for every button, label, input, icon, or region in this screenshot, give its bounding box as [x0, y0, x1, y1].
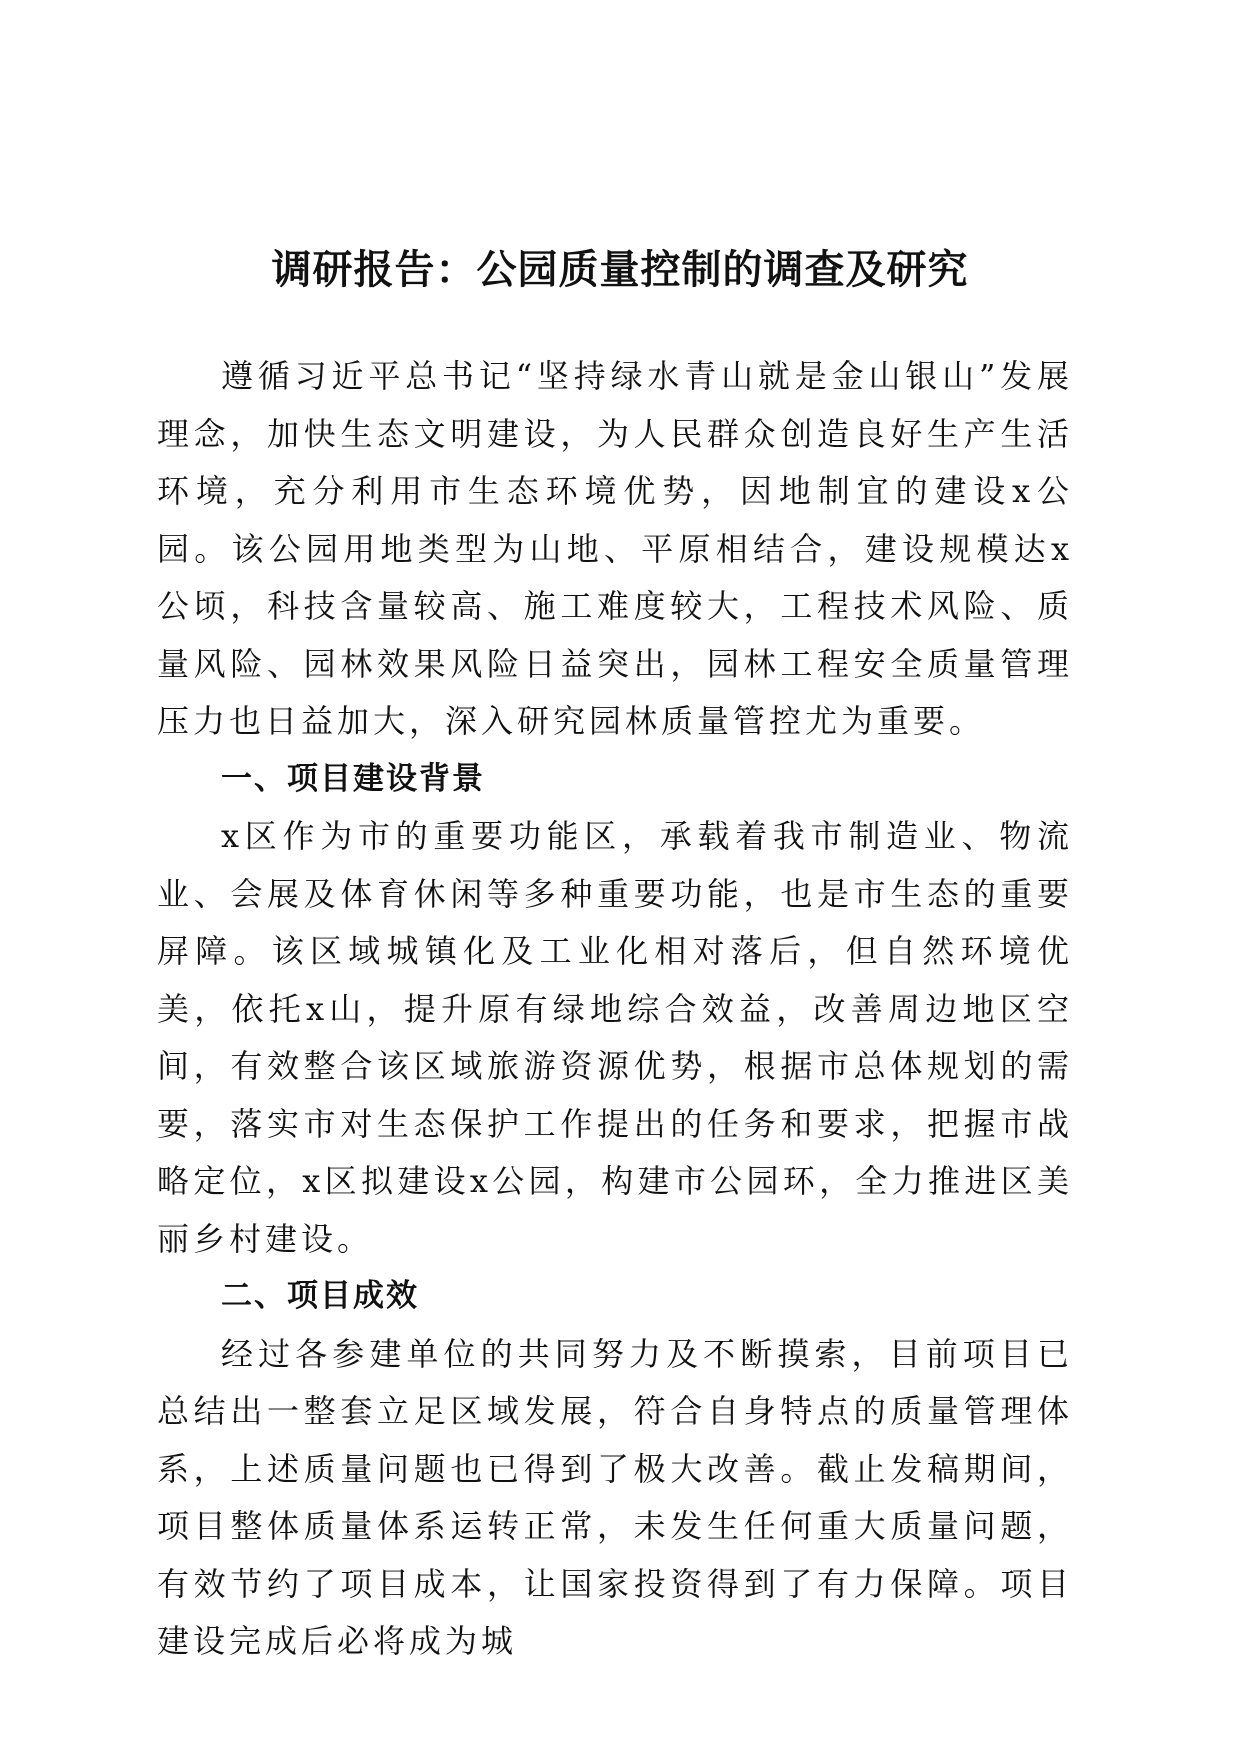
section-heading-background: 一、项目建设背景: [221, 760, 485, 797]
intro-paragraph: 遵循习近平总书记“坚持绿水青山就是金山银山”发展理念，加快生态文明建设，为人民群众创造良好生产生活环境，充分利用市生态环境优势，因地制宜的建设x公园。该公园用地类型为山地、平原相结合，建设规模达x公顷，科技含量较高、施工难度较大，工程技术风险、质量风险、园林效果风险日益突出，园林工程安全质量管理压力也日益加大，深入研究园林质量管控尤为重要。: [157, 357, 1073, 740]
document-body: [157, 348, 1073, 1671]
background-paragraph: x区作为市的重要功能区，承载着我市制造业、物流业、会展及体育休闲等多种重要功能，也是市生态的重要屏障。该区域城镇化及工业化相对落后，但自然环境优美，依托x山，提升原有绿地综合效益，改善周边地区空间，有效整合该区域旅游资源优势，根据市总体规划的需要，落实市对生态保护工作提出的任务和要求，把握市战略定位，x区拟建设x公园，构建市公园环，全力推进区美丽乡村建设。: [157, 817, 1073, 1258]
results-paragraph: 经过各参建单位的共同努力及不断摸索，目前项目已总结出一整套立足区域发展，符合自身特点的质量管理体系，上述质量问题也已得到了极大改善。截止发稿期间，项目整体质量体系运转正常，未发生任何重大质量问题，有效节约了项目成本，让国家投资得到了有力保障。项目建设完成后必将成为城: [157, 1334, 1073, 1660]
section-heading-results: 二、项目成效: [221, 1278, 419, 1314]
document-title: 调研报告：公园质量控制的调查及研究: [271, 247, 969, 293]
